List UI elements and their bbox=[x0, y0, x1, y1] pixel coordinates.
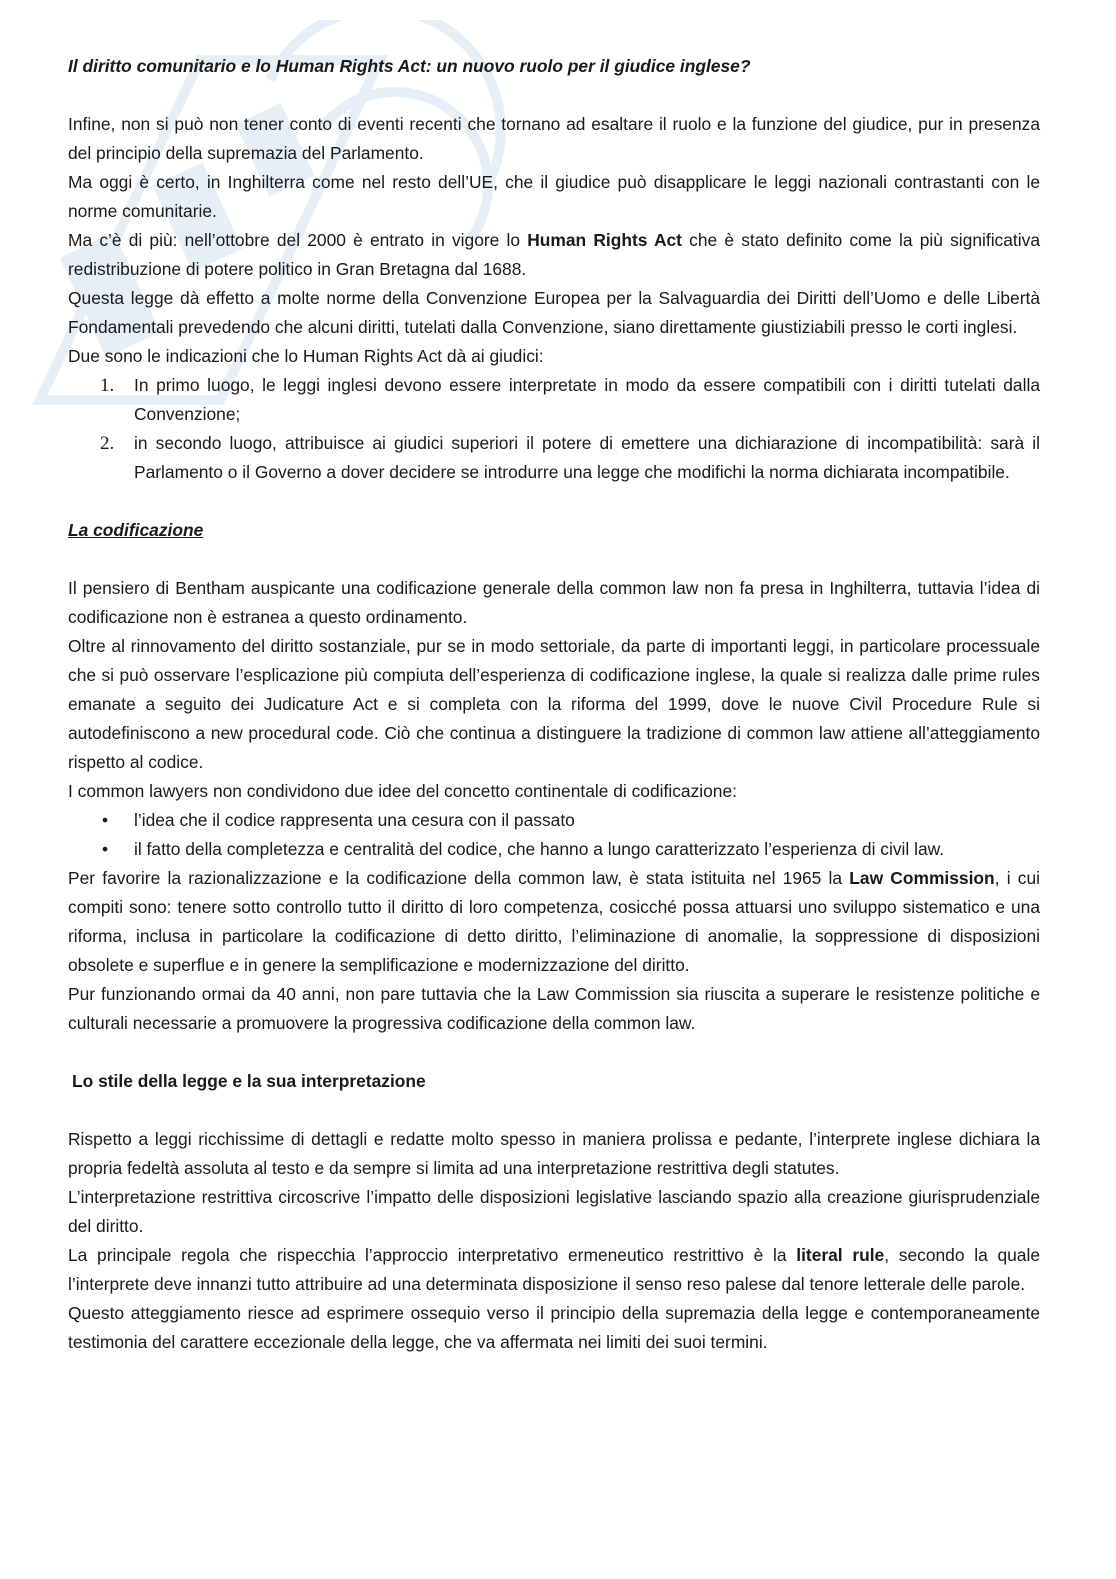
list-item: 2. in secondo luogo, attribuisce ai giudici superiori il potere di emettere una dichiarazione di incompatibilità: sarà il Parlamento o il Governo a dover decidere se introdurre una legge che modifichi la norma dichiarata incompatibile. bbox=[68, 429, 1040, 487]
section-title-codificazione: La codificazione bbox=[68, 520, 204, 540]
bullet-icon: • bbox=[102, 839, 109, 859]
bold-term-human-rights-act: Human Rights Act bbox=[527, 230, 682, 250]
paragraph: Questa legge dà effetto a molte norme della Convenzione Europea per la Salvaguardia dei Diritti dell’Uomo e delle Libertà Fondamentali prevedendo che alcuni diritti, tutelati dalla Convenzione, siano direttamente giustiziabili presso le corti inglesi. bbox=[68, 288, 1040, 337]
paragraph: L’interpretazione restrittiva circoscrive l’impatto delle disposizioni legislative lasciando spazio alla creazione giurisprudenziale del diritto. bbox=[68, 1187, 1040, 1236]
paragraph: Ma c’è di più: nell’ottobre del 2000 è entrato in vigore lo Human Rights Act che è stato definito come la più significativa redistribuzione di potere politico in Gran Bretagna dal 1688. bbox=[68, 230, 1040, 279]
bullet-list bbox=[68, 806, 1040, 864]
list-item: 1. In primo luogo, le leggi inglesi devono essere interpretate in modo da essere compatibili con i diritti tutelati dalla Convenzione; bbox=[68, 371, 1040, 429]
bullet-icon: • bbox=[102, 810, 109, 830]
section-title-diritto-comunitario: Il diritto comunitario e lo Human Rights Act: un nuovo ruolo per il giudice inglese? bbox=[68, 56, 751, 76]
bold-term-literal-rule: literal rule bbox=[796, 1245, 885, 1265]
list-marker: 2. bbox=[100, 433, 115, 454]
section-title-stile-legge: Lo stile della legge e la sua interpretazione bbox=[72, 1071, 426, 1091]
list-item: • l’idea che il codice rappresenta una cesura con il passato bbox=[68, 806, 1040, 835]
paragraph: Ma oggi è certo, in Inghilterra come nel resto dell’UE, che il giudice può disapplicare le leggi nazionali contrastanti con le norme comunitarie. bbox=[68, 172, 1040, 221]
paragraph: I common lawyers non condividono due idee del concetto continentale di codificazione: bbox=[68, 781, 737, 801]
paragraph: La principale regola che rispecchia l’approccio interpretativo ermeneutico restrittivo è la literal rule, secondo la quale l’interprete deve innanzi tutto attribuire ad una determinata disposizione il senso reso palese dal tenore letterale delle parole. bbox=[68, 1245, 1040, 1294]
paragraph: Infine, non si può non tener conto di eventi recenti che tornano ad esaltare il ruolo e la funzione del giudice, pur in presenza del principio della supremazia del Parlamento. bbox=[68, 114, 1040, 163]
bold-term-law-commission: Law Commission bbox=[849, 868, 995, 888]
list-marker: 1. bbox=[100, 375, 115, 396]
paragraph: Oltre al rinnovamento del diritto sostanziale, pur se in modo settoriale, da parte di importanti leggi, in particolare processuale che si può osservare l’esplicazione più compiuta dell’esperienza di codificazione inglese, la quale si realizza dalle prime rules emanate a seguito dei Judicature Act e si completa con la riforma del 1999, dove le nuove Civil Procedure Rule si autodefiniscono a new procedural code. Ciò che continua a distinguere la tradizione di common law attiene all’atteggiamento rispetto al codice. bbox=[68, 636, 1040, 772]
document-page bbox=[68, 52, 1040, 1357]
paragraph: Rispetto a leggi ricchissime di dettagli e redatte molto spesso in maniera prolissa e pedante, l’interprete inglese dichiara la propria fedeltà assoluta al testo e da sempre si limita ad una interpretazione restrittiva degli statutes. bbox=[68, 1129, 1040, 1178]
paragraph: Il pensiero di Bentham auspicante una codificazione generale della common law non fa presa in Inghilterra, tuttavia l’idea di codificazione non è estranea a questo ordinamento. bbox=[68, 578, 1040, 627]
paragraph: Pur funzionando ormai da 40 anni, non pare tuttavia che la Law Commission sia riuscita a superare le resistenze politiche e culturali necessarie a promuovere la progressiva codificazione della common law. bbox=[68, 984, 1040, 1033]
paragraph: Due sono le indicazioni che lo Human Rights Act dà ai giudici: bbox=[68, 346, 544, 366]
numbered-list bbox=[68, 371, 1040, 487]
list-item: • il fatto della completezza e centralità del codice, che hanno a lungo caratterizzato l’esperienza di civil law. bbox=[68, 835, 1040, 864]
paragraph: Questo atteggiamento riesce ad esprimere ossequio verso il principio della supremazia della legge e contemporaneamente testimonia del carattere eccezionale della legge, che va affermata nei limiti dei suoi termini. bbox=[68, 1303, 1040, 1352]
paragraph: Per favorire la razionalizzazione e la codificazione della common law, è stata istituita nel 1965 la Law Commission, i cui compiti sono: tenere sotto controllo tutto il diritto di loro competenza, cosicché possa attuarsi uno sviluppo sistematico e una riforma, inclusa in particolare la codificazione di detto diritto, l’eliminazione di anomalie, la soppressione di disposizioni obsolete e superflue e in genere la semplificazione e modernizzazione del diritto. bbox=[68, 868, 1041, 975]
